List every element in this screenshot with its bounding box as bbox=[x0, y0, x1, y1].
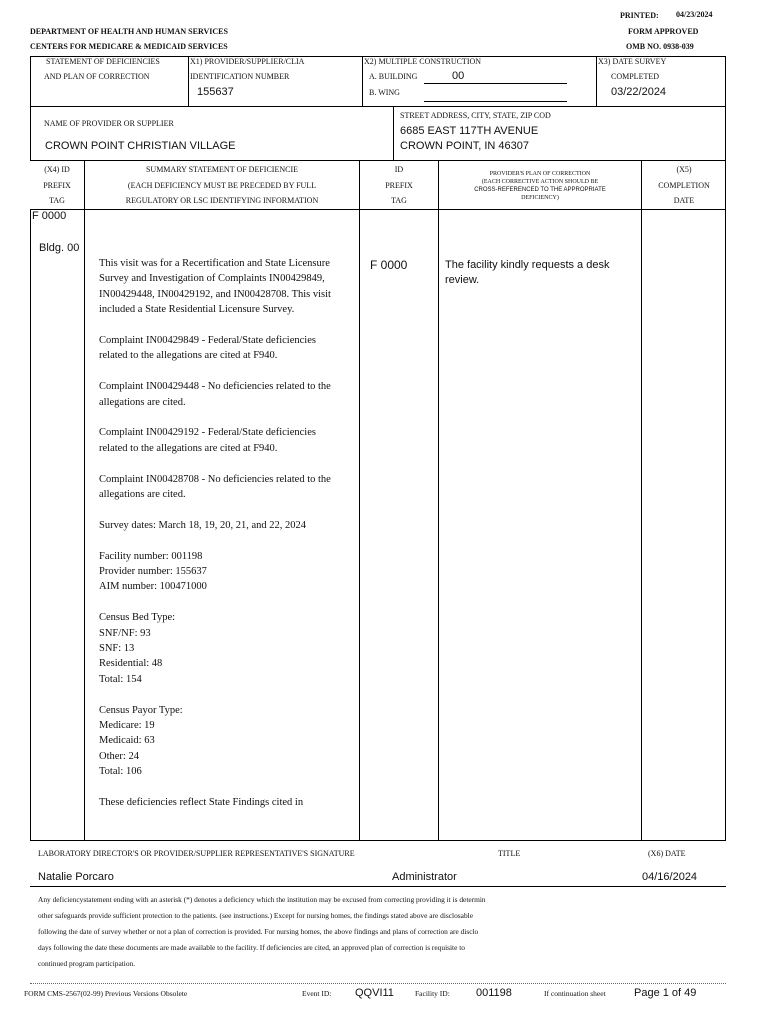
plan-header-4: DEFICIENCY) bbox=[521, 195, 559, 201]
id-header-3: TAG bbox=[391, 196, 407, 205]
census-bed-type bbox=[99, 610, 344, 687]
x4-header-1: (X4) ID bbox=[44, 165, 70, 174]
centers-title: CENTERS FOR MEDICARE & MEDICAID SERVICES bbox=[30, 42, 228, 51]
facility-info bbox=[99, 549, 344, 595]
disclaimer-line: days following the date these documents are made available to the facility. If deficiencies are cited, an approved plan of correction is requisite to bbox=[38, 943, 465, 952]
address-line-1: 6685 EAST 117TH AVENUE bbox=[400, 125, 539, 137]
summary-header-2: (EACH DEFICIENCY MUST BE PRECEDED BY FULL bbox=[127, 181, 317, 190]
statement-label-2: AND PLAN OF CORRECTION bbox=[44, 72, 150, 81]
paragraph: Complaint IN00428708 - No deficiencies related to the allegations are cited. bbox=[99, 473, 331, 501]
event-id-value: QQVI11 bbox=[355, 987, 394, 999]
facility-id-value: 001198 bbox=[476, 987, 512, 999]
x5-header-2: COMPLETION bbox=[658, 181, 710, 190]
printed-label: PRINTED: bbox=[620, 11, 659, 20]
paragraph: Complaint IN00429448 - No deficiencies related to the allegations are cited. bbox=[99, 381, 331, 408]
text-line: Total: 106 bbox=[99, 766, 142, 778]
text-line: Medicare: 19 bbox=[99, 720, 155, 732]
provider-name-label: NAME OF PROVIDER OR SUPPLIER bbox=[44, 119, 174, 128]
text-line: Other: 24 bbox=[99, 750, 139, 762]
omb-number: OMB NO. 0938-039 bbox=[626, 42, 694, 51]
provider-name: CROWN POINT CHRISTIAN VILLAGE bbox=[45, 140, 236, 152]
disclaimer bbox=[38, 892, 728, 972]
building-label: A. BUILDING bbox=[369, 72, 418, 81]
text-line: Medicaid: 63 bbox=[99, 735, 155, 747]
disclaimer-line: continued program participation. bbox=[38, 959, 136, 968]
statement-label-1: STATEMENT OF DEFICIENCIES bbox=[46, 57, 160, 66]
signature-name: Natalie Porcaro bbox=[38, 871, 114, 883]
x1-label-2: IDENTIFICATION NUMBER bbox=[190, 72, 290, 81]
continuation-label: If continuation sheet bbox=[544, 989, 606, 998]
plan-header-1: PROVIDER'S PLAN OF CORRECTION bbox=[489, 171, 591, 177]
text-line: SNF/NF: 93 bbox=[99, 627, 151, 639]
address-label: STREET ADDRESS, CITY, STATE, ZIP COD bbox=[400, 111, 551, 120]
text-line: Facility number: 001198 bbox=[99, 550, 203, 562]
paragraph: This visit was for a Recertification and State Licensure Survey and Investigation of Complaints IN00429849, IN00429448, IN00429192, and IN00428708. This visit included a State Residential Licensure Survey. bbox=[99, 258, 331, 316]
summary-header-3: REGULATORY OR LSC IDENTIFYING INFORMATION bbox=[125, 196, 319, 205]
x5-header-3: DATE bbox=[673, 196, 695, 205]
summary-header-1: SUMMARY STATEMENT OF DEFICIENCIE bbox=[145, 165, 299, 174]
plan-header-3: CROSS-REFERENCED TO THE APPROPRIATE bbox=[474, 187, 606, 193]
page-number: Page 1 of 49 bbox=[634, 987, 697, 999]
paragraph: These deficiencies reflect State Findings cited in bbox=[99, 797, 304, 809]
text-line: AIM number: 100471000 bbox=[99, 581, 207, 593]
x5-header-1: (X5) bbox=[676, 165, 692, 174]
survey-date-value: 03/22/2024 bbox=[611, 86, 667, 98]
printed-date: 04/23/2024 bbox=[676, 10, 713, 19]
plan-of-correction: The facility kindly requests a desk review. bbox=[445, 259, 610, 286]
census-payor-type bbox=[99, 703, 344, 780]
text-line: Census Bed Type: bbox=[99, 612, 176, 624]
x3-label-2: COMPLETED bbox=[611, 72, 659, 81]
summary-statement bbox=[99, 256, 344, 810]
form-approved: FORM APPROVED bbox=[628, 27, 699, 36]
x3-label-1: X3) DATE SURVEY bbox=[598, 57, 667, 66]
x1-label-1: X1) PROVIDER/SUPPLIER/CLIA bbox=[190, 57, 305, 66]
building-tag: Bldg. 00 bbox=[39, 242, 80, 254]
form-number: FORM CMS-2567(02-99) Previous Versions Obsolete bbox=[24, 989, 188, 998]
x4-header-2: PREFIX bbox=[43, 181, 71, 190]
text-line: SNF: 13 bbox=[99, 643, 135, 655]
disclaimer-line: Any deficiencystatement ending with an asterisk (*) denotes a deficiency which the institution may be excused from correcting providing it is determin bbox=[38, 895, 486, 904]
facility-id-label: Facility ID: bbox=[415, 989, 450, 998]
id-header-2: PREFIX bbox=[385, 181, 413, 190]
building-value: 00 bbox=[452, 70, 465, 82]
text-line: Residential: 48 bbox=[99, 658, 163, 670]
event-id-label: Event ID: bbox=[302, 989, 332, 998]
text-line: Census Payor Type: bbox=[99, 704, 183, 716]
title-label: TITLE bbox=[498, 849, 521, 858]
provider-id-value: 155637 bbox=[197, 86, 234, 98]
signature-label: LABORATORY DIRECTOR'S OR PROVIDER/SUPPLIER REPRESENTATIVE'S SIGNATURE bbox=[38, 849, 355, 858]
department-title: DEPARTMENT OF HEALTH AND HUMAN SERVICES bbox=[30, 27, 228, 36]
signature-date: 04/16/2024 bbox=[642, 871, 698, 883]
paragraph: Complaint IN00429849 - Federal/State deficiencies related to the allegations are cited at F940. bbox=[99, 335, 316, 362]
wing-label: B. WING bbox=[369, 88, 400, 97]
x2-label: X2) MULTIPLE CONSTRUCTION bbox=[364, 57, 482, 66]
text-line: Total: 154 bbox=[99, 673, 142, 685]
id-header-1: ID bbox=[394, 165, 404, 174]
right-tag: F 0000 bbox=[370, 258, 408, 272]
signature-title: Administrator bbox=[392, 871, 457, 883]
address-line-2: CROWN POINT, IN 46307 bbox=[400, 140, 529, 152]
disclaimer-line: other safeguards provide sufficient protection to the patients. (see instructions.) Except for nursing homes, the findings stated above are disclosable bbox=[38, 911, 473, 920]
paragraph: Survey dates: March 18, 19, 20, 21, and 22, 2024 bbox=[99, 519, 307, 531]
left-tag: F 0000 bbox=[32, 210, 67, 222]
date-label: (X6) DATE bbox=[648, 849, 686, 858]
plan-header-2: (EACH CORRECTIVE ACTION SHOULD BE bbox=[481, 179, 599, 185]
x4-header-3: TAG bbox=[49, 196, 65, 205]
text-line: Provider number: 155637 bbox=[99, 566, 207, 578]
disclaimer-line: following the date of survey whether or not a plan of correction is provided. For nursing homes, the above findings and plans of correction are disclo bbox=[38, 927, 479, 936]
paragraph: Complaint IN00429192 - Federal/State deficiencies related to the allegations are cited at F940. bbox=[99, 427, 316, 454]
